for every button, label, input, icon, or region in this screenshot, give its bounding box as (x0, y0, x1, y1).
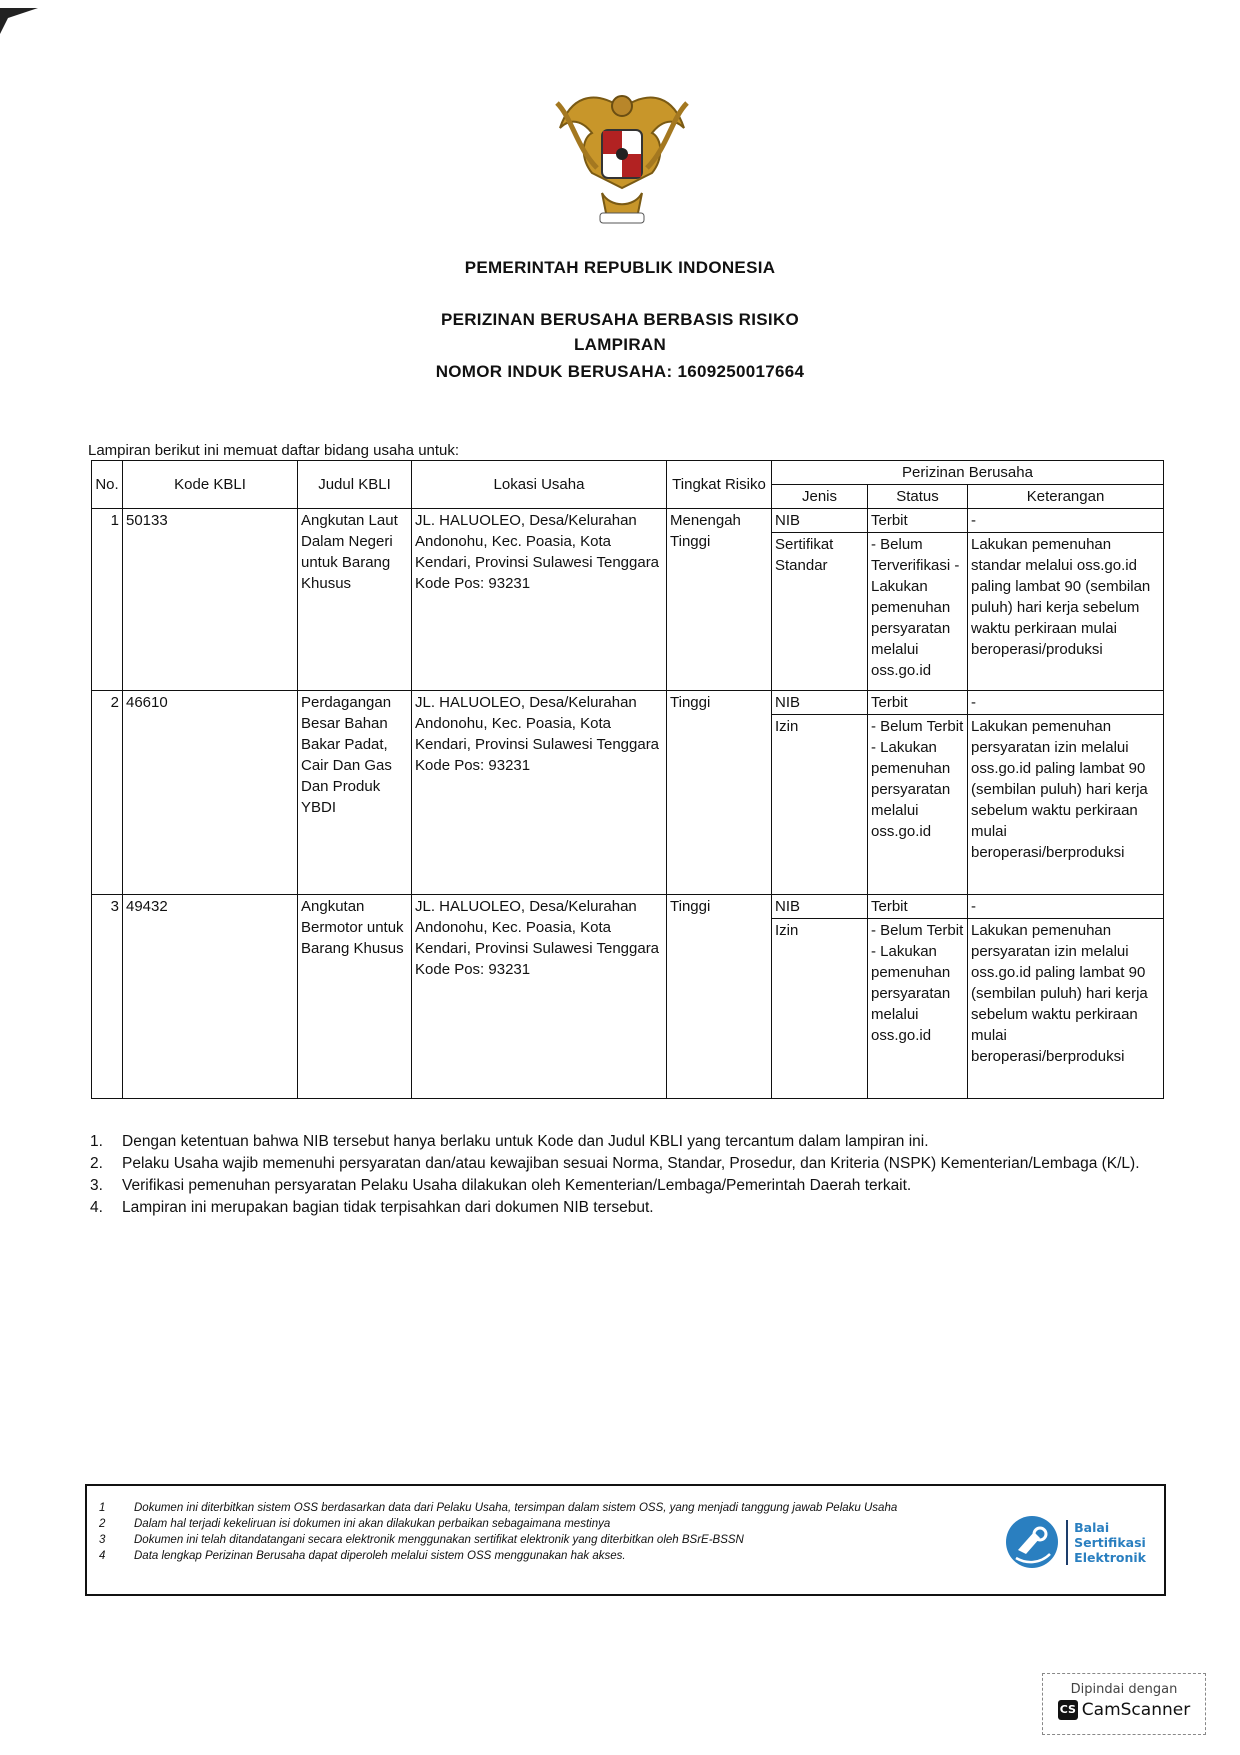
table-row (92, 895, 1164, 919)
row-keterangan: Lakukan pemenuhan persyaratan izin melalui oss.go.id paling lambat 90 (sembilan puluh) hari kerja sebelum waktu perkiraan mulai beroperasi/berproduksi (968, 919, 1164, 1099)
camscanner-watermark (1042, 1673, 1206, 1735)
table-row (92, 691, 1164, 715)
camscanner-brand (1043, 1700, 1205, 1720)
list-item (90, 1197, 1165, 1219)
row-jenis: Izin (772, 715, 868, 895)
scan-corner-mark (0, 8, 38, 34)
note-number: 2. (90, 1155, 103, 1172)
row-status: Terbit (868, 895, 968, 919)
table-row (92, 509, 1164, 533)
th-kode-kbli: Kode KBLI (123, 461, 298, 509)
row-jenis: NIB (772, 509, 868, 533)
th-status: Status (868, 485, 968, 509)
row-status: - Belum Terbit - Lakukan pemenuhan persyaratan melalui oss.go.id (868, 919, 968, 1099)
header-title: PERIZINAN BERUSAHA BERBASIS RISIKO (440, 310, 800, 329)
footer-number: 1 (99, 1502, 106, 1514)
row-status: - Belum Terverifikasi - Lakukan pemenuhan persyaratan melalui oss.go.id (868, 533, 968, 691)
row-no: 3 (92, 895, 123, 1099)
list-item (99, 1532, 989, 1548)
row-judul: Perdagangan Besar Bahan Bakar Padat, Cair Dan Gas Dan Produk YBDI (298, 691, 412, 895)
bsre-logo (1004, 1514, 1146, 1570)
row-no: 2 (92, 691, 123, 895)
note-number: 4. (90, 1199, 103, 1216)
list-item (99, 1500, 989, 1516)
list-item (99, 1516, 989, 1532)
note-text: Dengan ketentuan bahwa NIB tersebut hanya berlaku untuk Kode dan Judul KBLI yang tercantum dalam lampiran ini. (122, 1133, 929, 1150)
row-keterangan: Lakukan pemenuhan persyaratan izin melalui oss.go.id paling lambat 90 (sembilan puluh) hari kerja sebelum waktu perkiraan mulai beroperasi/berproduksi (968, 715, 1164, 895)
th-jenis: Jenis (772, 485, 868, 509)
row-status: Terbit (868, 509, 968, 533)
row-risiko: Tinggi (667, 691, 772, 895)
row-keterangan: - (968, 895, 1164, 919)
header-nib: NOMOR INDUK BERUSAHA: 1609250017664 (435, 362, 805, 381)
footer-number: 2 (99, 1518, 106, 1530)
list-item (90, 1153, 1165, 1175)
row-keterangan: Lakukan pemenuhan standar melalui oss.go.id paling lambat 90 (sembilan puluh) hari kerja sebelum waktu perkiraan mulai beroperasi/produksi (968, 533, 1164, 691)
footer-list (99, 1500, 989, 1564)
list-item (90, 1175, 1165, 1197)
intro-text: Lampiran berikut ini memuat daftar bidang usaha untuk: (88, 442, 460, 459)
row-lokasi: JL. HALUOLEO, Desa/Kelurahan Andonohu, Kec. Poasia, Kota Kendari, Provinsi Sulawesi Tenggara Kode Pos: 93231 (412, 895, 667, 1099)
header-government: PEMERINTAH REPUBLIK INDONESIA (464, 258, 776, 277)
th-lokasi-usaha: Lokasi Usaha (412, 461, 667, 509)
note-text: Lampiran ini merupakan bagian tidak terpisahkan dari dokumen NIB tersebut. (122, 1199, 654, 1216)
row-lokasi: JL. HALUOLEO, Desa/Kelurahan Andonohu, Kec. Poasia, Kota Kendari, Provinsi Sulawesi Tenggara Kode Pos: 93231 (412, 509, 667, 691)
row-judul: Angkutan Bermotor untuk Barang Khusus (298, 895, 412, 1099)
footer-text: Dokumen ini diterbitkan sistem OSS berdasarkan data dari Pelaku Usaha, tersimpan dalam sistem OSS, yang menjadi tanggung jawab Pelaku Usaha (134, 1502, 898, 1514)
th-tingkat-risiko: Tingkat Risiko (667, 461, 772, 509)
footer-text: Dokumen ini telah ditandatangani secara elektronik menggunakan sertifikat elektronik yang diterbitkan oleh BSrE-BSSN (134, 1534, 744, 1546)
kbli-table (91, 460, 1164, 1099)
list-item (99, 1548, 989, 1564)
row-kode: 46610 (123, 691, 298, 895)
row-risiko: Tinggi (667, 895, 772, 1099)
garuda-emblem-icon (552, 78, 692, 233)
row-jenis: NIB (772, 895, 868, 919)
row-risiko: Menengah Tinggi (667, 509, 772, 691)
note-text: Pelaku Usaha wajib memenuhi persyaratan dan/atau kewajiban sesuai Norma, Standar, Prosedur, dan Kriteria (NSPK) Kementerian/Lembaga (K/L). (122, 1155, 1140, 1172)
bsre-line: Elektronik (1074, 1549, 1146, 1565)
camscanner-name: CamScanner (1081, 1700, 1191, 1720)
row-jenis: Izin (772, 919, 868, 1099)
note-number: 3. (90, 1177, 103, 1194)
notes-list (90, 1131, 1165, 1219)
footer-text: Dalam hal terjadi kekeliruan isi dokumen ini akan dilakukan perbaikan sebagaimana mestinya (134, 1518, 611, 1530)
list-item (90, 1131, 1165, 1153)
row-no: 1 (92, 509, 123, 691)
row-kode: 50133 (123, 509, 298, 691)
footer-number: 3 (99, 1534, 106, 1546)
bsre-line: Balai (1074, 1519, 1110, 1535)
note-text: Verifikasi pemenuhan persyaratan Pelaku Usaha dilakukan oleh Kementerian/Lembaga/Pemerintah Daerah terkait. (122, 1177, 912, 1194)
bsre-line: Sertifikasi (1074, 1534, 1146, 1550)
camscanner-logo-icon: CS (1058, 1700, 1078, 1720)
footer-text: Data lengkap Perizinan Berusaha dapat diperoleh melalui sistem OSS menggunakan hak akses. (134, 1550, 626, 1562)
note-number: 1. (90, 1133, 103, 1150)
row-keterangan: - (968, 691, 1164, 715)
row-status: - Belum Terbit - Lakukan pemenuhan persyaratan melalui oss.go.id (868, 715, 968, 895)
row-kode: 49432 (123, 895, 298, 1099)
footer-disclaimer-box (85, 1484, 1166, 1596)
th-judul-kbli: Judul KBLI (298, 461, 412, 509)
row-judul: Angkutan Laut Dalam Negeri untuk Barang Khusus (298, 509, 412, 691)
row-jenis: NIB (772, 691, 868, 715)
row-status: Terbit (868, 691, 968, 715)
footer-number: 4 (99, 1550, 106, 1562)
row-lokasi: JL. HALUOLEO, Desa/Kelurahan Andonohu, Kec. Poasia, Kota Kendari, Provinsi Sulawesi Tenggara Kode Pos: 93231 (412, 691, 667, 895)
bsre-logo-icon (1004, 1514, 1060, 1570)
th-no: No. (92, 461, 123, 509)
bsre-text (1066, 1520, 1146, 1565)
row-keterangan: - (968, 509, 1164, 533)
th-keterangan: Keterangan (968, 485, 1164, 509)
row-jenis: Sertifikat Standar (772, 533, 868, 691)
th-perizinan-berusaha: Perizinan Berusaha (772, 461, 1164, 485)
header-lampiran: LAMPIRAN (573, 335, 667, 354)
camscanner-caption: Dipindai dengan (1070, 1682, 1178, 1697)
